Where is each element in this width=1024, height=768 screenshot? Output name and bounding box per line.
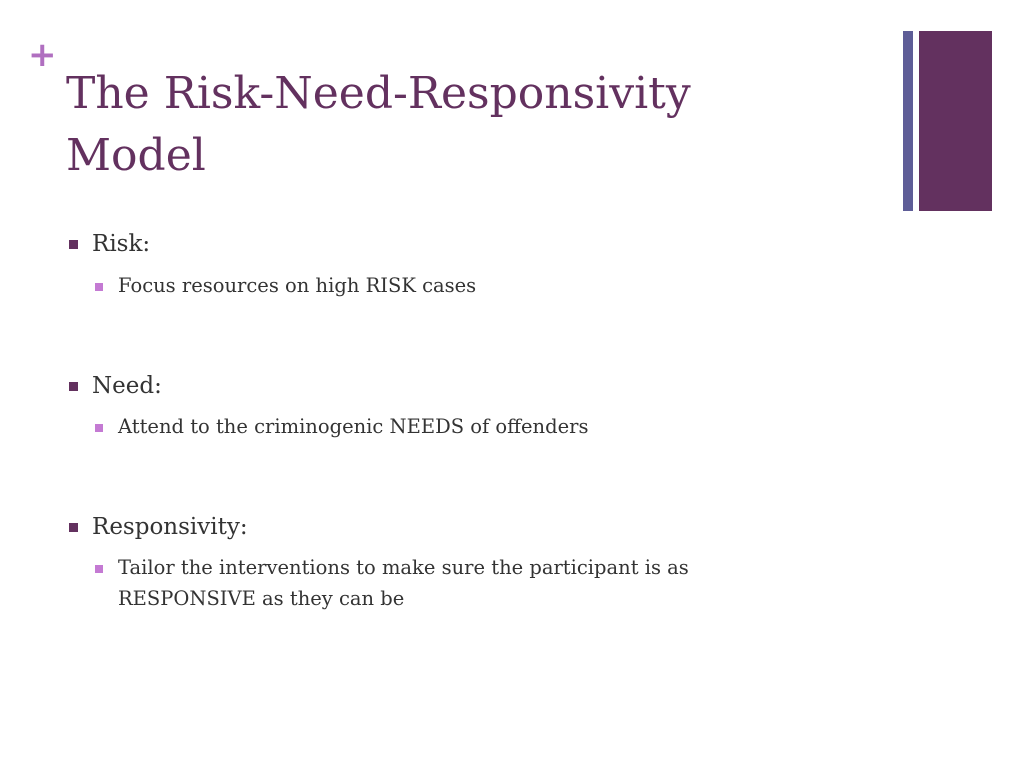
sub-bullet-line: Focus resources on high RISK cases: [118, 274, 477, 297]
title-line-1: The Risk-Need-Responsivity: [66, 68, 691, 119]
plus-icon: +: [28, 35, 57, 75]
title-line-2: Model: [66, 130, 206, 181]
sub-bullet-responsivity-text: [118, 552, 878, 614]
sub-bullet-need-text: [118, 411, 878, 442]
sub-bullet-line: Attend to the criminogenic NEEDS of offenders: [118, 415, 589, 438]
sub-bullet-line: Tailor the interventions to make sure the participant is as: [118, 556, 689, 579]
sub-bullet-square-icon: [95, 283, 103, 291]
sub-bullet-line: RESPONSIVE as they can be: [118, 587, 405, 610]
bullet-need-label: Need:: [92, 373, 162, 399]
bullet-square-icon: [69, 523, 78, 532]
bullet-risk-label: Risk:: [92, 231, 151, 257]
sub-bullet-risk-text: [118, 270, 878, 301]
sub-bullet-square-icon: [95, 565, 103, 573]
bullet-square-icon: [69, 240, 78, 249]
bullet-responsivity-label: Responsivity:: [92, 514, 248, 540]
bullet-square-icon: [69, 382, 78, 391]
sub-bullet-square-icon: [95, 424, 103, 432]
